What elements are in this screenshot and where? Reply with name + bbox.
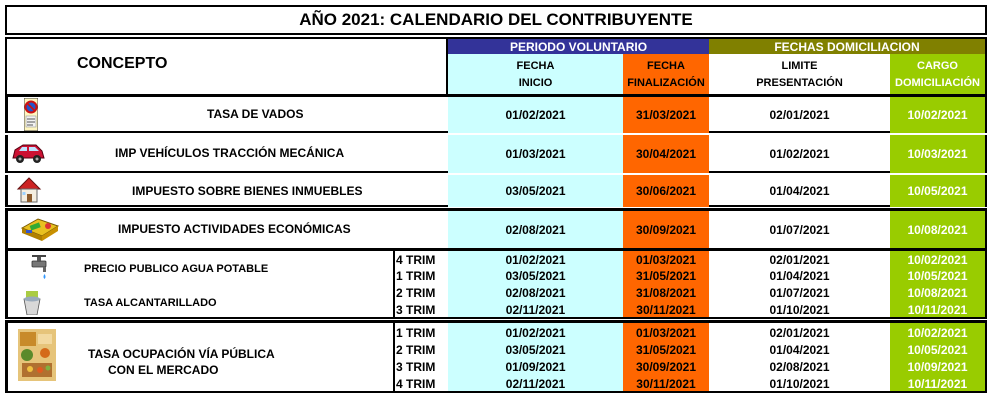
cargo-domiciliacion-header — [890, 54, 987, 95]
page-title: AÑO 2021: CALENDARIO DEL CONTRIBUYENTE — [5, 5, 987, 35]
fecha-inicio-value: 01/02/2021 — [505, 326, 566, 340]
cargo-value: 10/08/2021 — [907, 222, 968, 237]
trim-label: 4 TRIM — [396, 253, 436, 267]
fecha-inicio-value: 02/11/2021 — [505, 303, 566, 317]
water-tap-icon — [30, 255, 52, 281]
fecha-fin-value: 31/05/2021 — [635, 343, 697, 357]
sewer-icon — [22, 291, 42, 315]
fecha-fin-value: 31/05/2021 — [635, 269, 697, 283]
market-stall-icon — [18, 329, 56, 381]
cargo-value: 10/02/2021 — [907, 108, 968, 122]
fecha-fin-value: 31/08/2021 — [635, 286, 697, 300]
trim-label: 1 TRIM — [396, 326, 436, 340]
cargo-value: 10/09/2021 — [907, 360, 968, 374]
concept-label-agua: PRECIO PUBLICO AGUA POTABLE — [84, 263, 269, 275]
fecha-finalizacion-header — [623, 54, 709, 95]
fecha-fin-value: 30/06/2021 — [635, 184, 697, 198]
fecha-inicio-value: 03/05/2021 — [505, 184, 566, 198]
periodo-voluntario-header: PERIODO VOLUNTARIO — [448, 37, 709, 54]
limite-value: 01/04/2021 — [769, 343, 830, 357]
fecha-inicio-value: 02/11/2021 — [505, 377, 566, 391]
fecha-fin-value: 30/09/2021 — [635, 360, 697, 374]
concept-label: IMP VEHÍCULOS TRACCIÓN MECÁNICA — [115, 146, 345, 160]
limite-value: 01/07/2021 — [769, 286, 830, 300]
concept-label: IMPUESTO SOBRE BIENES INMUEBLES — [132, 184, 363, 198]
fecha-inicio-value: 01/03/2021 — [505, 147, 566, 161]
fecha-inicio-value: 03/05/2021 — [505, 343, 566, 357]
trim-label: 3 TRIM — [396, 303, 436, 317]
cargo-value: 10/02/2021 — [907, 326, 968, 340]
business-icon — [18, 214, 62, 244]
trim-label: 2 TRIM — [396, 343, 436, 357]
cargo-value: 10/11/2021 — [907, 303, 968, 317]
cargo-domiciliacion-line1: CARGO — [917, 59, 958, 72]
fecha-fin-value: 01/03/2021 — [635, 253, 697, 267]
fecha-inicio-value: 02/08/2021 — [505, 286, 566, 300]
limite-presentacion-line1: LIMITE — [781, 59, 818, 72]
fecha-fin-value: 30/09/2021 — [635, 222, 697, 237]
limite-value: 01/07/2021 — [769, 222, 830, 237]
concept-label: TASA DE VADOS — [207, 107, 304, 121]
cargo-value: 10/05/2021 — [907, 269, 968, 283]
limite-value: 01/02/2021 — [769, 147, 830, 161]
fecha-finalizacion-line1: FECHA — [647, 59, 685, 72]
cargo-value: 10/11/2021 — [907, 377, 968, 391]
fecha-inicio-value: 01/02/2021 — [505, 253, 566, 267]
fecha-fin-value: 31/03/2021 — [635, 108, 697, 122]
limite-value: 02/01/2021 — [769, 253, 830, 267]
fecha-inicio-value: 03/05/2021 — [505, 269, 566, 283]
trim-label: 2 TRIM — [396, 286, 436, 300]
concept-label-alcantarillado: TASA ALCANTARILLADO — [84, 297, 217, 309]
concepto-header-cell — [5, 37, 448, 95]
limite-value: 01/10/2021 — [769, 377, 830, 391]
house-icon — [16, 176, 42, 204]
limite-value: 02/01/2021 — [769, 108, 830, 122]
limite-presentacion-line2: PRESENTACIÓN — [756, 76, 843, 89]
fecha-fin-value: 30/11/2021 — [636, 377, 696, 391]
fecha-inicio-value: 01/02/2021 — [505, 108, 566, 122]
trim-label: 3 TRIM — [396, 360, 436, 374]
concept-label: IMPUESTO ACTIVIDADES ECONÓMICAS — [118, 222, 351, 236]
fecha-fin-value: 30/11/2021 — [636, 303, 696, 317]
limite-value: 02/01/2021 — [769, 326, 830, 340]
cargo-value: 10/05/2021 — [907, 184, 968, 198]
cargo-value: 10/05/2021 — [907, 343, 968, 357]
limite-value: 01/10/2021 — [769, 303, 830, 317]
fechas-domiciliacion-header: FECHAS DOMICILIACION — [709, 37, 987, 54]
fecha-inicio-value: 01/09/2021 — [505, 360, 566, 374]
cargo-value: 10/08/2021 — [907, 286, 968, 300]
cargo-value: 10/03/2021 — [907, 147, 968, 161]
car-icon — [10, 140, 46, 166]
fecha-finalizacion-line2: FINALIZACIÓN — [627, 76, 705, 89]
fecha-inicio-value: 02/08/2021 — [505, 222, 566, 237]
trim-label: 1 TRIM — [396, 269, 436, 283]
no-parking-sign-icon — [24, 98, 38, 131]
limite-presentacion-header — [709, 54, 890, 95]
fecha-inicio-header — [448, 54, 623, 95]
concept-label-line2: CON EL MERCADO — [108, 363, 219, 377]
limite-value: 02/08/2021 — [769, 360, 830, 374]
concept-label-line1: TASA OCUPACIÓN VÍA PÚBLICA — [88, 347, 275, 361]
cargo-value: 10/02/2021 — [907, 253, 968, 267]
fecha-inicio-line1: FECHA — [516, 59, 555, 72]
limite-value: 01/04/2021 — [769, 269, 830, 283]
fecha-fin-value: 30/04/2021 — [635, 147, 697, 161]
trim-label: 4 TRIM — [396, 377, 436, 391]
cargo-domiciliacion-line2: DOMICILIACIÓN — [895, 76, 980, 89]
fecha-fin-value: 01/03/2021 — [635, 326, 697, 340]
concepto-header: CONCEPTO — [77, 55, 168, 72]
limite-value: 01/04/2021 — [769, 184, 830, 198]
fecha-inicio-line2: INICIO — [518, 76, 553, 89]
